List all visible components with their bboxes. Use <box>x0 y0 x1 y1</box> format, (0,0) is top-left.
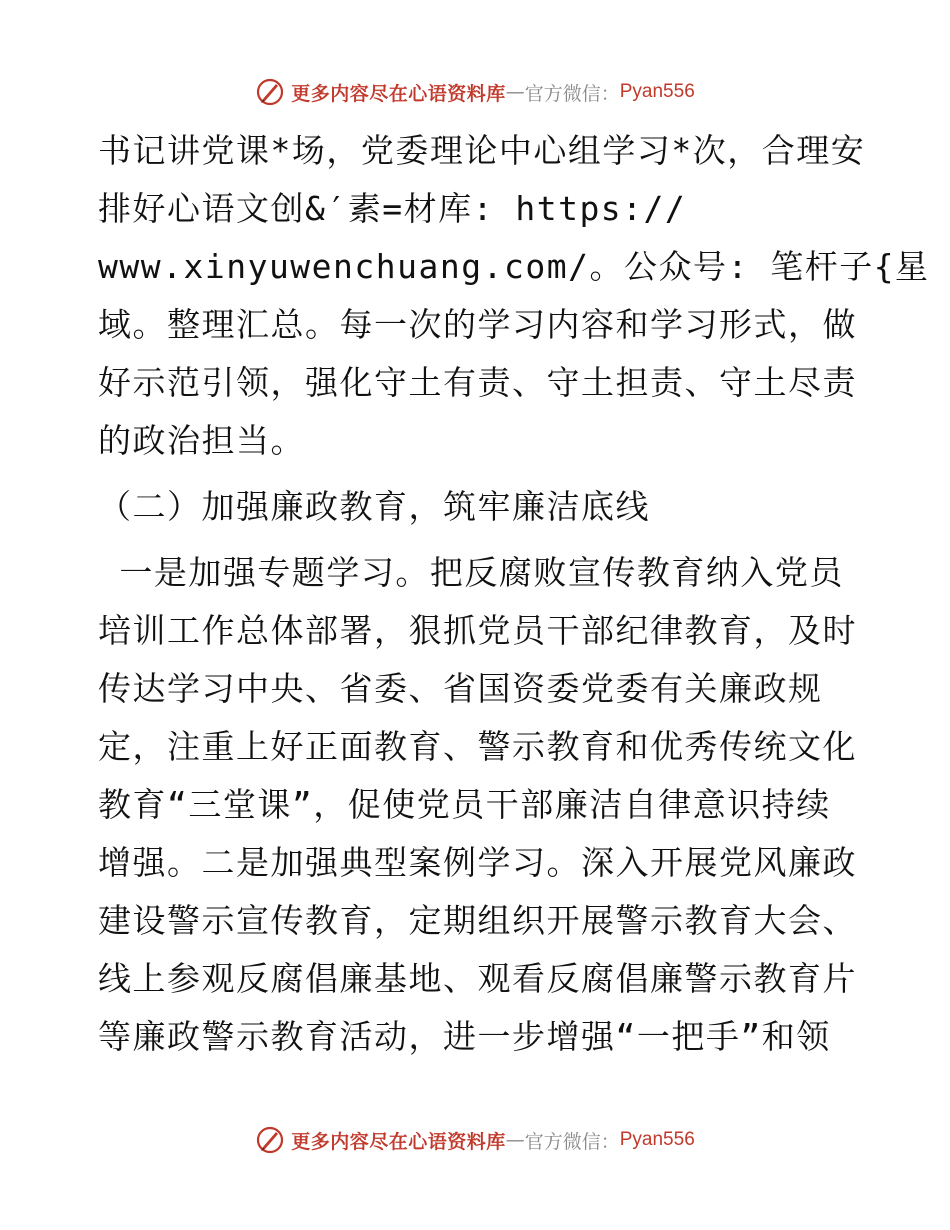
text-line: 的政治担当。 <box>98 421 305 460</box>
text-line: 域。整理汇总。每一次的学习内容和学习形式，做 <box>98 305 857 344</box>
quill-logo-icon <box>255 77 285 107</box>
document-body <box>98 122 930 1066</box>
watermark-handle: Pyan556 <box>619 81 695 102</box>
watermark-separator: — <box>505 1129 525 1151</box>
header-watermark <box>0 72 950 112</box>
text-line: 教育“三堂课”，促使党员干部廉洁自律意识持续 <box>98 785 831 824</box>
watermark-handle: Pyan556 <box>619 1129 695 1150</box>
text-line: 等廉政警示教育活动，进一步增强“一把手”和领 <box>98 1017 831 1056</box>
paragraph-1 <box>98 122 930 470</box>
text-line: 增强。二是加强典型案例学习。深入开展党风廉政 <box>98 843 857 882</box>
text-line: 排好心语文创&′素=材库: https:// <box>98 189 687 228</box>
text-line: 一是加强专题学习。把反腐败宣传教育纳入党员 <box>98 553 844 592</box>
watermark-site-text: 更多内容尽在心语资料库 <box>291 1130 506 1153</box>
text-line: 培训工作总体部署，狠抓党员干部纪律教育，及时 <box>98 611 857 650</box>
text-line: 建设警示宣传教育，定期组织开展警示教育大会、 <box>98 901 857 940</box>
footer-watermark <box>0 1120 950 1160</box>
watermark-separator: — <box>505 81 525 103</box>
section-heading: （二）加强廉政教育，筑牢廉洁底线 <box>98 487 650 526</box>
watermark-contact-label: 官方微信： <box>524 1130 620 1153</box>
quill-logo-icon <box>255 1125 285 1155</box>
text-line: www.xinyuwenchuang.com/。公众号: 笔杆子{星 <box>98 247 930 286</box>
text-line: 好示范引领，强化守土有责、守土担责、守土尽责 <box>98 363 857 402</box>
text-line: 传达学习中央、省委、省国资委党委有关廉政规 <box>98 669 823 708</box>
text-line: 线上参观反腐倡廉基地、观看反腐倡廉警示教育片 <box>98 959 857 998</box>
watermark-site-text: 更多内容尽在心语资料库 <box>291 82 506 105</box>
paragraph-2 <box>98 544 858 1066</box>
text-line: 定，注重上好正面教育、警示教育和优秀传统文化 <box>98 727 857 766</box>
text-line: 书记讲党课*场，党委理论中心组学习*次，合理安 <box>98 131 866 170</box>
watermark-contact-label: 官方微信： <box>524 82 620 105</box>
